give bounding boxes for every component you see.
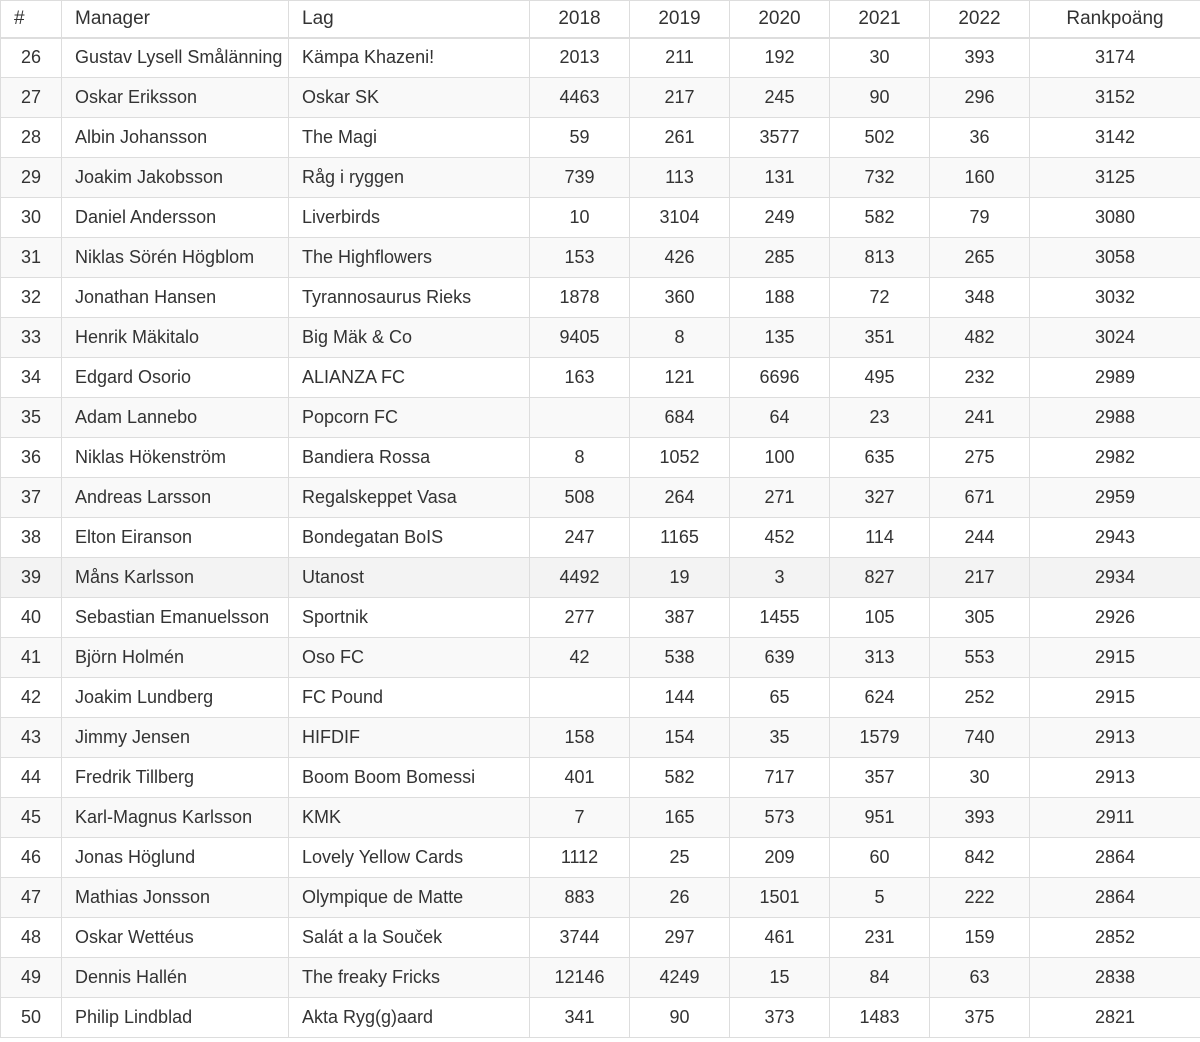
cell-2021: 732 bbox=[830, 158, 930, 198]
cell-lag: Tyrannosaurus Rieks bbox=[289, 278, 530, 318]
table-row bbox=[1, 438, 1200, 478]
table-row bbox=[1, 278, 1200, 318]
cell-lag: FC Pound bbox=[289, 678, 530, 718]
cell-2019: 1052 bbox=[630, 438, 730, 478]
cell-manager: Sebastian Emanuelsson bbox=[62, 598, 289, 638]
cell-2018: 247 bbox=[530, 518, 630, 558]
cell-rank: 26 bbox=[1, 38, 62, 78]
header-rank[interactable]: # bbox=[1, 1, 62, 38]
table-row bbox=[1, 998, 1200, 1038]
table-body bbox=[1, 38, 1200, 1038]
cell-2020: 64 bbox=[730, 398, 830, 438]
cell-rank: 35 bbox=[1, 398, 62, 438]
cell-rank: 40 bbox=[1, 598, 62, 638]
cell-rank: 32 bbox=[1, 278, 62, 318]
cell-rank: 44 bbox=[1, 758, 62, 798]
cell-2020: 131 bbox=[730, 158, 830, 198]
cell-2018: 9405 bbox=[530, 318, 630, 358]
cell-lag: Bandiera Rossa bbox=[289, 438, 530, 478]
cell-lag: The Magi bbox=[289, 118, 530, 158]
cell-rank: 31 bbox=[1, 238, 62, 278]
cell-2020: 573 bbox=[730, 798, 830, 838]
cell-manager: Jonathan Hansen bbox=[62, 278, 289, 318]
cell-2019: 538 bbox=[630, 638, 730, 678]
cell-2018: 341 bbox=[530, 998, 630, 1038]
cell-manager: Joakim Lundberg bbox=[62, 678, 289, 718]
cell-2021: 495 bbox=[830, 358, 930, 398]
cell-2022: 79 bbox=[930, 198, 1030, 238]
cell-rank: 43 bbox=[1, 718, 62, 758]
cell-2021: 231 bbox=[830, 918, 930, 958]
cell-lag: Oskar SK bbox=[289, 78, 530, 118]
cell-lag: Boom Boom Bomessi bbox=[289, 758, 530, 798]
cell-2019: 684 bbox=[630, 398, 730, 438]
cell-rankpoang: 3080 bbox=[1030, 198, 1200, 238]
cell-2022: 393 bbox=[930, 38, 1030, 78]
cell-2018: 739 bbox=[530, 158, 630, 198]
cell-manager: Gustav Lysell Smålänning bbox=[62, 38, 289, 78]
cell-lag: Liverbirds bbox=[289, 198, 530, 238]
cell-rankpoang: 2821 bbox=[1030, 998, 1200, 1038]
cell-manager: Oskar Eriksson bbox=[62, 78, 289, 118]
cell-2019: 217 bbox=[630, 78, 730, 118]
table-header bbox=[1, 1, 1200, 38]
cell-2018: 4463 bbox=[530, 78, 630, 118]
cell-lag: Salát a la Souček bbox=[289, 918, 530, 958]
cell-2020: 639 bbox=[730, 638, 830, 678]
cell-2018: 158 bbox=[530, 718, 630, 758]
table-row bbox=[1, 758, 1200, 798]
table-row bbox=[1, 718, 1200, 758]
cell-2019: 360 bbox=[630, 278, 730, 318]
cell-2022: 553 bbox=[930, 638, 1030, 678]
cell-2019: 121 bbox=[630, 358, 730, 398]
cell-rankpoang: 3058 bbox=[1030, 238, 1200, 278]
cell-rank: 34 bbox=[1, 358, 62, 398]
cell-lag: HIFDIF bbox=[289, 718, 530, 758]
cell-2020: 452 bbox=[730, 518, 830, 558]
header-row bbox=[1, 1, 1200, 38]
cell-2020: 285 bbox=[730, 238, 830, 278]
cell-rank: 39 bbox=[1, 558, 62, 598]
header-2020[interactable]: 2020 bbox=[730, 1, 830, 38]
cell-2022: 393 bbox=[930, 798, 1030, 838]
cell-2021: 357 bbox=[830, 758, 930, 798]
cell-rank: 28 bbox=[1, 118, 62, 158]
header-manager[interactable]: Manager bbox=[62, 1, 289, 38]
table-row bbox=[1, 798, 1200, 838]
table-row bbox=[1, 238, 1200, 278]
cell-lag: Kämpa Khazeni! bbox=[289, 38, 530, 78]
table-row bbox=[1, 958, 1200, 998]
cell-manager: Oskar Wettéus bbox=[62, 918, 289, 958]
cell-manager: Karl-Magnus Karlsson bbox=[62, 798, 289, 838]
cell-rank: 45 bbox=[1, 798, 62, 838]
cell-2018 bbox=[530, 678, 630, 718]
header-2019[interactable]: 2019 bbox=[630, 1, 730, 38]
cell-2018: 1112 bbox=[530, 838, 630, 878]
cell-manager: Daniel Andersson bbox=[62, 198, 289, 238]
cell-2019: 26 bbox=[630, 878, 730, 918]
cell-lag: The freaky Fricks bbox=[289, 958, 530, 998]
cell-lag: Olympique de Matte bbox=[289, 878, 530, 918]
table-row bbox=[1, 918, 1200, 958]
cell-2019: 8 bbox=[630, 318, 730, 358]
cell-2020: 271 bbox=[730, 478, 830, 518]
cell-2021: 351 bbox=[830, 318, 930, 358]
cell-2020: 1501 bbox=[730, 878, 830, 918]
table-row bbox=[1, 318, 1200, 358]
cell-lag: Bondegatan BoIS bbox=[289, 518, 530, 558]
cell-2018: 42 bbox=[530, 638, 630, 678]
cell-2019: 144 bbox=[630, 678, 730, 718]
cell-2021: 114 bbox=[830, 518, 930, 558]
cell-2020: 1455 bbox=[730, 598, 830, 638]
cell-manager: Niklas Sörén Högblom bbox=[62, 238, 289, 278]
cell-2021: 1579 bbox=[830, 718, 930, 758]
table-row bbox=[1, 638, 1200, 678]
table-row bbox=[1, 118, 1200, 158]
cell-rank: 37 bbox=[1, 478, 62, 518]
cell-2022: 159 bbox=[930, 918, 1030, 958]
header-2018[interactable]: 2018 bbox=[530, 1, 630, 38]
cell-2018: 508 bbox=[530, 478, 630, 518]
cell-2018: 12146 bbox=[530, 958, 630, 998]
cell-2018: 2013 bbox=[530, 38, 630, 78]
cell-rankpoang: 3125 bbox=[1030, 158, 1200, 198]
cell-2019: 25 bbox=[630, 838, 730, 878]
table-row bbox=[1, 598, 1200, 638]
cell-manager: Jimmy Jensen bbox=[62, 718, 289, 758]
cell-2021: 84 bbox=[830, 958, 930, 998]
cell-2021: 502 bbox=[830, 118, 930, 158]
header-rankpoang[interactable]: Rankpoäng bbox=[1030, 1, 1200, 38]
cell-2018: 4492 bbox=[530, 558, 630, 598]
cell-2020: 65 bbox=[730, 678, 830, 718]
cell-2022: 275 bbox=[930, 438, 1030, 478]
cell-lag: Utanost bbox=[289, 558, 530, 598]
cell-manager: Edgard Osorio bbox=[62, 358, 289, 398]
cell-rank: 33 bbox=[1, 318, 62, 358]
cell-manager: Andreas Larsson bbox=[62, 478, 289, 518]
cell-2022: 217 bbox=[930, 558, 1030, 598]
cell-lag: Regalskeppet Vasa bbox=[289, 478, 530, 518]
cell-rankpoang: 2934 bbox=[1030, 558, 1200, 598]
cell-2020: 249 bbox=[730, 198, 830, 238]
cell-manager: Fredrik Tillberg bbox=[62, 758, 289, 798]
cell-2018: 10 bbox=[530, 198, 630, 238]
cell-2021: 624 bbox=[830, 678, 930, 718]
header-2022[interactable]: 2022 bbox=[930, 1, 1030, 38]
cell-2020: 135 bbox=[730, 318, 830, 358]
cell-lag: ALIANZA FC bbox=[289, 358, 530, 398]
cell-manager: Henrik Mäkitalo bbox=[62, 318, 289, 358]
cell-manager: Elton Eiranson bbox=[62, 518, 289, 558]
cell-2020: 3577 bbox=[730, 118, 830, 158]
table-row bbox=[1, 878, 1200, 918]
cell-2019: 3104 bbox=[630, 198, 730, 238]
cell-2021: 582 bbox=[830, 198, 930, 238]
cell-lag: Lovely Yellow Cards bbox=[289, 838, 530, 878]
table-row bbox=[1, 838, 1200, 878]
cell-2021: 105 bbox=[830, 598, 930, 638]
cell-2021: 72 bbox=[830, 278, 930, 318]
cell-rankpoang: 2915 bbox=[1030, 638, 1200, 678]
cell-2020: 373 bbox=[730, 998, 830, 1038]
cell-2022: 482 bbox=[930, 318, 1030, 358]
cell-2021: 827 bbox=[830, 558, 930, 598]
cell-rankpoang: 2959 bbox=[1030, 478, 1200, 518]
cell-2020: 209 bbox=[730, 838, 830, 878]
cell-manager: Albin Johansson bbox=[62, 118, 289, 158]
cell-2020: 100 bbox=[730, 438, 830, 478]
cell-2020: 6696 bbox=[730, 358, 830, 398]
table-row bbox=[1, 198, 1200, 238]
cell-manager: Dennis Hallén bbox=[62, 958, 289, 998]
table-row bbox=[1, 358, 1200, 398]
cell-rankpoang: 2943 bbox=[1030, 518, 1200, 558]
cell-2018: 401 bbox=[530, 758, 630, 798]
cell-2021: 23 bbox=[830, 398, 930, 438]
cell-2019: 261 bbox=[630, 118, 730, 158]
cell-2022: 740 bbox=[930, 718, 1030, 758]
cell-rank: 29 bbox=[1, 158, 62, 198]
cell-2021: 60 bbox=[830, 838, 930, 878]
cell-2022: 305 bbox=[930, 598, 1030, 638]
cell-2019: 4249 bbox=[630, 958, 730, 998]
cell-lag: KMK bbox=[289, 798, 530, 838]
cell-rankpoang: 2915 bbox=[1030, 678, 1200, 718]
cell-rankpoang: 3142 bbox=[1030, 118, 1200, 158]
cell-rankpoang: 2864 bbox=[1030, 878, 1200, 918]
cell-rankpoang: 2913 bbox=[1030, 758, 1200, 798]
cell-2021: 951 bbox=[830, 798, 930, 838]
cell-2022: 252 bbox=[930, 678, 1030, 718]
cell-2022: 36 bbox=[930, 118, 1030, 158]
cell-2019: 19 bbox=[630, 558, 730, 598]
cell-2019: 154 bbox=[630, 718, 730, 758]
cell-rankpoang: 2982 bbox=[1030, 438, 1200, 478]
cell-manager: Niklas Hökenström bbox=[62, 438, 289, 478]
cell-2022: 842 bbox=[930, 838, 1030, 878]
cell-rankpoang: 2911 bbox=[1030, 798, 1200, 838]
cell-2019: 90 bbox=[630, 998, 730, 1038]
cell-2022: 348 bbox=[930, 278, 1030, 318]
cell-manager: Adam Lannebo bbox=[62, 398, 289, 438]
cell-2019: 426 bbox=[630, 238, 730, 278]
cell-lag: Popcorn FC bbox=[289, 398, 530, 438]
cell-2019: 113 bbox=[630, 158, 730, 198]
cell-2021: 5 bbox=[830, 878, 930, 918]
table-row bbox=[1, 78, 1200, 118]
cell-2019: 297 bbox=[630, 918, 730, 958]
cell-lag: Råg i ryggen bbox=[289, 158, 530, 198]
cell-2020: 3 bbox=[730, 558, 830, 598]
header-lag[interactable]: Lag bbox=[289, 1, 530, 38]
cell-lag: Akta Ryg(g)aard bbox=[289, 998, 530, 1038]
cell-rankpoang: 2926 bbox=[1030, 598, 1200, 638]
cell-2019: 165 bbox=[630, 798, 730, 838]
cell-2022: 671 bbox=[930, 478, 1030, 518]
cell-lag: Big Mäk & Co bbox=[289, 318, 530, 358]
cell-2022: 222 bbox=[930, 878, 1030, 918]
cell-rank: 41 bbox=[1, 638, 62, 678]
cell-2021: 90 bbox=[830, 78, 930, 118]
cell-2020: 717 bbox=[730, 758, 830, 798]
cell-rankpoang: 3024 bbox=[1030, 318, 1200, 358]
cell-2018 bbox=[530, 398, 630, 438]
cell-2022: 160 bbox=[930, 158, 1030, 198]
cell-manager: Joakim Jakobsson bbox=[62, 158, 289, 198]
table-row bbox=[1, 678, 1200, 718]
cell-2020: 15 bbox=[730, 958, 830, 998]
cell-2021: 635 bbox=[830, 438, 930, 478]
cell-manager: Mathias Jonsson bbox=[62, 878, 289, 918]
cell-lag: The Highflowers bbox=[289, 238, 530, 278]
cell-2020: 188 bbox=[730, 278, 830, 318]
cell-2022: 296 bbox=[930, 78, 1030, 118]
cell-manager: Jonas Höglund bbox=[62, 838, 289, 878]
cell-2018: 7 bbox=[530, 798, 630, 838]
cell-rankpoang: 2838 bbox=[1030, 958, 1200, 998]
header-2021[interactable]: 2021 bbox=[830, 1, 930, 38]
cell-2022: 232 bbox=[930, 358, 1030, 398]
cell-2018: 153 bbox=[530, 238, 630, 278]
cell-2022: 265 bbox=[930, 238, 1030, 278]
cell-rankpoang: 2989 bbox=[1030, 358, 1200, 398]
cell-2019: 1165 bbox=[630, 518, 730, 558]
cell-2019: 582 bbox=[630, 758, 730, 798]
cell-2019: 211 bbox=[630, 38, 730, 78]
cell-2021: 313 bbox=[830, 638, 930, 678]
cell-rank: 38 bbox=[1, 518, 62, 558]
table-row bbox=[1, 558, 1200, 598]
cell-2022: 30 bbox=[930, 758, 1030, 798]
cell-2021: 30 bbox=[830, 38, 930, 78]
table-row bbox=[1, 398, 1200, 438]
cell-lag: Sportnik bbox=[289, 598, 530, 638]
cell-2018: 3744 bbox=[530, 918, 630, 958]
cell-2020: 35 bbox=[730, 718, 830, 758]
cell-rank: 47 bbox=[1, 878, 62, 918]
cell-rankpoang: 2913 bbox=[1030, 718, 1200, 758]
cell-rankpoang: 2864 bbox=[1030, 838, 1200, 878]
cell-rank: 48 bbox=[1, 918, 62, 958]
cell-2019: 264 bbox=[630, 478, 730, 518]
table-row bbox=[1, 158, 1200, 198]
cell-2022: 244 bbox=[930, 518, 1030, 558]
cell-2021: 1483 bbox=[830, 998, 930, 1038]
cell-lag: Oso FC bbox=[289, 638, 530, 678]
cell-rankpoang: 3174 bbox=[1030, 38, 1200, 78]
cell-rankpoang: 3152 bbox=[1030, 78, 1200, 118]
cell-2021: 813 bbox=[830, 238, 930, 278]
cell-2018: 883 bbox=[530, 878, 630, 918]
cell-manager: Philip Lindblad bbox=[62, 998, 289, 1038]
cell-manager: Björn Holmén bbox=[62, 638, 289, 678]
cell-2020: 245 bbox=[730, 78, 830, 118]
cell-rankpoang: 2852 bbox=[1030, 918, 1200, 958]
table-row bbox=[1, 518, 1200, 558]
cell-rank: 46 bbox=[1, 838, 62, 878]
cell-manager: Måns Karlsson bbox=[62, 558, 289, 598]
cell-2018: 8 bbox=[530, 438, 630, 478]
table-row bbox=[1, 478, 1200, 518]
cell-rankpoang: 2988 bbox=[1030, 398, 1200, 438]
cell-rank: 27 bbox=[1, 78, 62, 118]
cell-2019: 387 bbox=[630, 598, 730, 638]
cell-2022: 241 bbox=[930, 398, 1030, 438]
cell-rank: 42 bbox=[1, 678, 62, 718]
cell-2021: 327 bbox=[830, 478, 930, 518]
cell-rank: 30 bbox=[1, 198, 62, 238]
cell-2018: 277 bbox=[530, 598, 630, 638]
table-row bbox=[1, 38, 1200, 78]
cell-2020: 461 bbox=[730, 918, 830, 958]
cell-2020: 192 bbox=[730, 38, 830, 78]
cell-rank: 49 bbox=[1, 958, 62, 998]
cell-rank: 50 bbox=[1, 998, 62, 1038]
cell-2022: 375 bbox=[930, 998, 1030, 1038]
cell-2022: 63 bbox=[930, 958, 1030, 998]
cell-2018: 163 bbox=[530, 358, 630, 398]
cell-2018: 59 bbox=[530, 118, 630, 158]
cell-2018: 1878 bbox=[530, 278, 630, 318]
cell-rankpoang: 3032 bbox=[1030, 278, 1200, 318]
cell-rank: 36 bbox=[1, 438, 62, 478]
